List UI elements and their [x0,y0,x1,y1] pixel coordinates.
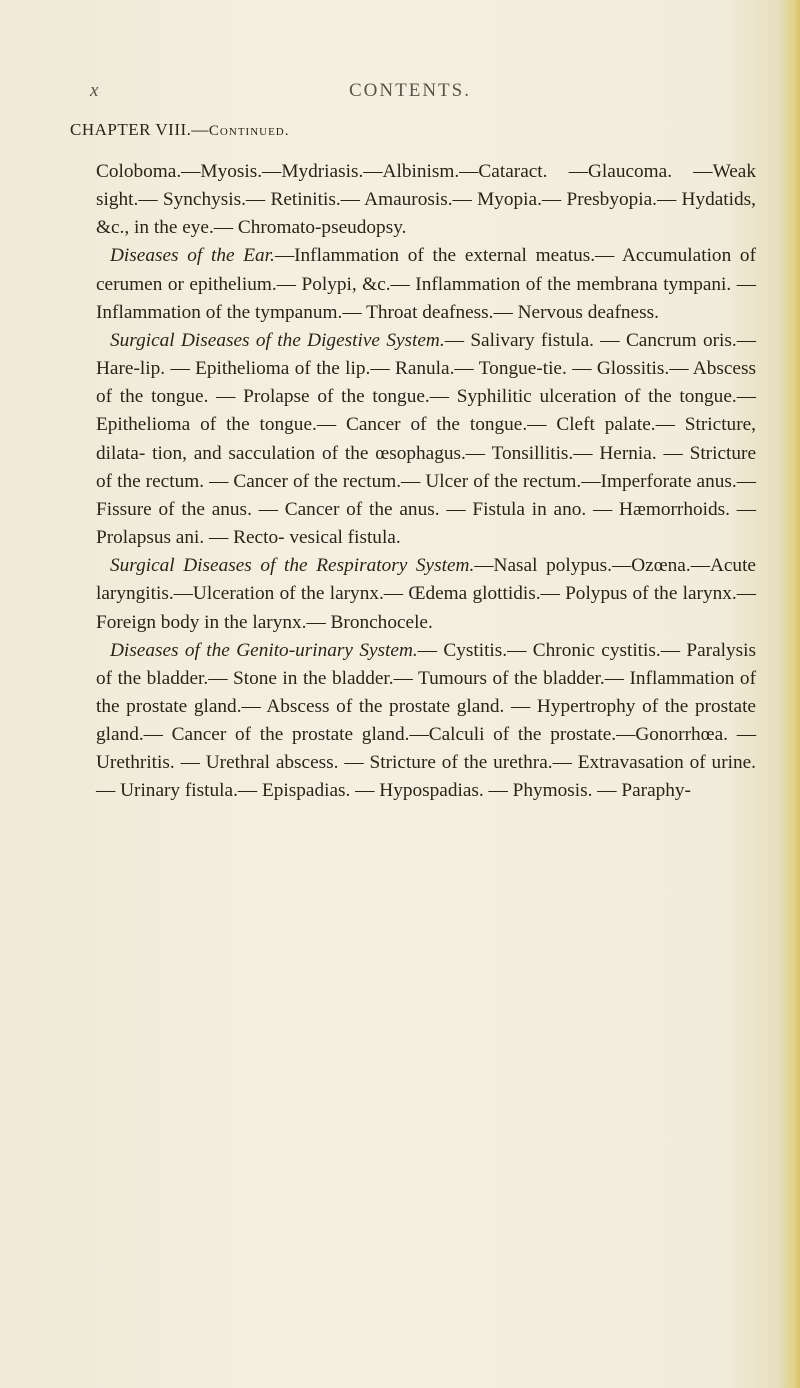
section-heading: Diseases of the Ear. [110,245,275,267]
paragraph-text: —Inflammation of the external meatus.— Accumulation of cerumen or epithelium.— Polypi, &c.— Inflammation of the membrana tympani. —Inflammation of the tympanum.— Throat deafness.— Nervous deafness. [96,245,756,323]
chapter-continued: Continued. [208,123,290,139]
paragraph-text: —Nasal polypus.—Ozœna.—Acute laryngitis.—Ulceration of the larynx.— Œdema glottidis.— Polypus of the larynx.— Foreign body in the larynx.— Bronchocele. [96,555,756,633]
section-heading: Diseases of the Genito-urinary System. [110,639,418,661]
paragraph-genito-urinary [96,637,756,806]
running-title: CONTENTS. [349,80,471,101]
paragraph-digestive [96,327,756,552]
chapter-heading: CHAPTER VIII.—Continued. [70,120,290,139]
paragraph-text: — Salivary fistula. — Cancrum oris.— Hare-lip. — Epithelioma of the lip.— Ranula.— Tongue-tie. — Glossitis.— Abscess of the tongue. — Prolapse of the tongue.— Syphilitic ulceration of the tongue.—Epithelioma of the tongue.— Cancer of the tongue.— Cleft palate.— Stricture, dilata- tion, and sacculation of the œsophagus.— Tonsillitis.— Hernia. — Stricture of the rectum. — Cancer of the rectum.— Ulcer of the rectum.—Imperforate anus.— Fissure of the anus. — Cancer of the anus. — Fistula in ano. — Hæmorrhoids. — Prolapsus ani. — Recto- vesical fistula. [96,329,756,549]
paragraph-text: — Cystitis.— Chronic cystitis.— Paralysis of the bladder.— Stone in the bladder.— Tumours of the bladder.— Inflammation of the prostate gland.— Abscess of the prostate gland. — Hypertrophy of the prostate gland.— Cancer of the prostate gland.—Calculi of the prostate.—Gonorrhœa. — Urethritis. — Urethral abscess. — Stricture of the urethra.— Extravasation of urine.— Urinary fistula.— Epispadias. — Hypospadias. — Phymosis. — Paraphy- [96,639,756,802]
contents-body [96,158,756,806]
page-edge-stain [782,0,800,1388]
paragraph-respiratory [96,552,756,636]
paragraph-eye [96,158,756,242]
paragraph-text: Coloboma.—Myosis.—Mydriasis.—Albinism.—Cataract. —Glaucoma. —Weak sight.— Synchysis.— Retinitis.— Amaurosis.— Myopia.— Presbyopia.— Hydatids, &c., in the eye.— Chromato-pseudopsy. [96,161,756,239]
page-number: x [90,80,101,101]
chapter-label: CHAPTER VIII. [70,120,192,139]
paragraph-ear [96,242,756,326]
page-header [90,80,730,106]
section-heading: Surgical Diseases of the Respiratory System. [110,555,475,577]
section-heading: Surgical Diseases of the Digestive System. [110,329,445,351]
